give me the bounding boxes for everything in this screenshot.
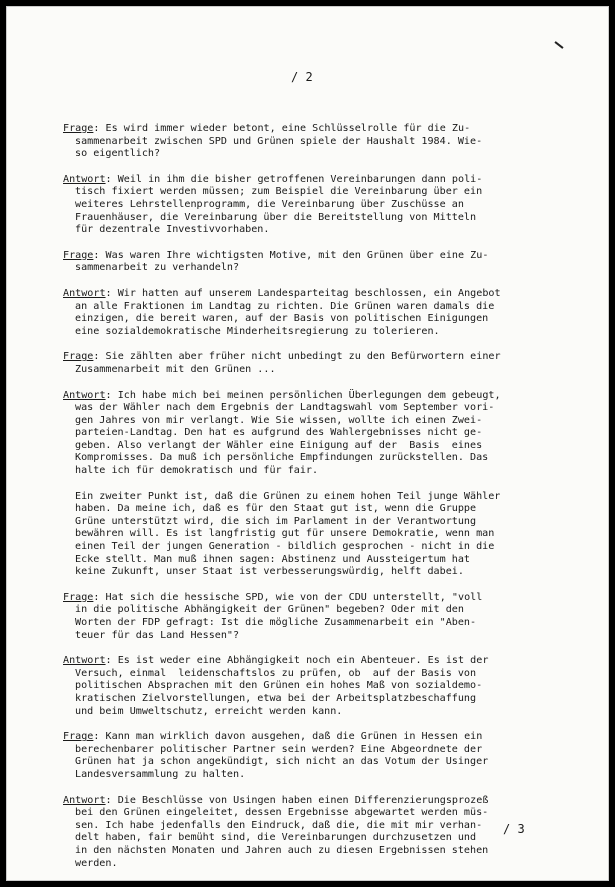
speaker-label: Antwort bbox=[63, 287, 106, 299]
text-line: Frauenhäuser, die Vereinbarung über die Bereitstellung von Mitteln bbox=[75, 211, 477, 223]
entry-text: : Es wird immer wieder betont, eine Schlüsselrolle für die Zu- bbox=[93, 123, 471, 134]
text-line: für dezentrale Investivvorhaben. bbox=[75, 224, 270, 236]
speaker-label: Frage bbox=[63, 731, 94, 743]
entry-text: : Wir hatten auf unserem Landesparteitag beschlossen, ein Angebot bbox=[105, 287, 501, 299]
text-line: einen Teil der jungen Generation - bildlich gesprochen - nicht in die bbox=[75, 541, 495, 553]
speaker-label: Frage bbox=[63, 123, 94, 134]
scan-mark bbox=[554, 41, 563, 49]
entry-text: : Hat sich die hessische SPD, wie von der CDU unterstellt, "voll bbox=[93, 591, 483, 603]
text-line: Ein zweiter Punkt ist, daß die Grünen zu einem hohen Teil junge Wähler bbox=[75, 490, 501, 502]
entry-first-line bbox=[63, 655, 565, 668]
text-line: kratischen Zielvorstellungen, etwa bei der Arbeitsplatzbeschaffung bbox=[75, 692, 477, 704]
text-line: gen Jahres von mir verlangt. Wie Sie wissen, wollte ich einen Zwei- bbox=[75, 414, 483, 426]
text-line: und beim Umweltschutz, erreicht werden kann. bbox=[75, 705, 343, 717]
answer-block bbox=[63, 174, 565, 237]
text-line: Grüne unterstützt wird, die sich im Parlament in der Verantwortung bbox=[75, 515, 477, 527]
entry-first-line bbox=[63, 174, 565, 187]
text-line: so eigentlich? bbox=[75, 148, 161, 160]
entry-text: : Die Beschlüsse von Usingen haben einen Differenzierungsprozeß bbox=[105, 794, 489, 806]
speaker-label: Antwort bbox=[63, 173, 106, 185]
answer-block bbox=[63, 795, 565, 871]
text-line: teuer für das Land Hessen"? bbox=[75, 629, 240, 641]
text-line: halte ich für demokratisch und für fair. bbox=[75, 465, 319, 477]
interview-qa-list bbox=[63, 110, 565, 870]
question-block bbox=[63, 731, 565, 781]
answer-block bbox=[63, 655, 565, 718]
speaker-label: Antwort bbox=[63, 794, 106, 806]
text-line: Landesversammlung zu halten. bbox=[75, 768, 246, 780]
text-line: was der Wähler nach dem Ergebnis der Landtagswahl vom September vori- bbox=[75, 402, 495, 414]
speaker-label: Frage bbox=[63, 249, 94, 261]
text-line: an alle Fraktionen im Landtag zu richten. Die Grünen waren damals die bbox=[75, 300, 495, 312]
page-number: / 2 bbox=[291, 70, 313, 84]
text-line: bei den Grünen eingeleitet, dessen Ergebnisse abgewartet werden müs- bbox=[75, 807, 489, 819]
text-line: Versuch, einmal leidenschaftslos zu prüfen, ob auf der Basis von bbox=[75, 667, 477, 679]
text-line: eine sozialdemokratische Minderheitsregierung zu tolerieren. bbox=[75, 325, 440, 337]
entry-first-line bbox=[63, 592, 565, 605]
text-line: parteien-Landtag. Den hat es aufgrund des Wahlergebnisses nicht ge- bbox=[75, 427, 483, 439]
text-line: sen. Ich habe jedenfalls den Eindruck, daß die, die mit mir verhan- bbox=[75, 819, 483, 831]
text-line: delt haben, fair bemüht sind, die Vereinbarungen durchzusetzen und bbox=[75, 832, 477, 844]
entry-first-line bbox=[63, 250, 565, 263]
question-block bbox=[63, 592, 565, 642]
text-line: in den nächsten Monaten und Jahren auch zu diesen Ergebnissen stehen bbox=[75, 844, 489, 856]
entry-text: : Es ist weder eine Abhängigkeit noch ein Abenteuer. Es ist der bbox=[105, 655, 489, 667]
text-line: Grünen hat ja schon angekündigt, sich nicht an das Votum der Usinger bbox=[75, 756, 489, 768]
text-line: sammenarbeit zu verhandeln? bbox=[75, 262, 240, 274]
text-line: Worten der FDP gefragt: Ist die mögliche Zusammenarbeit ein "Aben- bbox=[75, 617, 477, 628]
text-line: in die politische Abhängigkeit der Grünen" begeben? Oder mit den bbox=[75, 604, 464, 616]
entry-first-line bbox=[63, 123, 565, 136]
entry-first-line bbox=[63, 731, 565, 744]
speaker-label: Frage bbox=[63, 591, 94, 603]
entry-first-line bbox=[63, 390, 565, 403]
entry-first-line bbox=[63, 288, 565, 301]
speaker-label: Antwort bbox=[63, 389, 106, 401]
entry-first-line bbox=[63, 795, 565, 808]
question-block bbox=[63, 351, 565, 376]
entry-first-line bbox=[63, 351, 565, 364]
text-line: Zusammenarbeit mit den Grünen ... bbox=[75, 363, 276, 375]
text-line: Kompromisses. Da muß ich persönliche Empfindungen zurückstellen. Das bbox=[75, 452, 489, 464]
entry-text: : Ich habe mich bei meinen persönlichen Überlegungen dem gebeugt, bbox=[105, 389, 501, 401]
answer-block bbox=[63, 288, 565, 338]
text-line: einzigen, die bereit waren, auf der Basis von politischen Einigungen bbox=[75, 313, 489, 325]
text-line: berechenbarer politischer Partner sein werden? Eine Abgeordnete der bbox=[75, 743, 483, 755]
text-line: keine Zukunft, unser Staat ist verbesserungswürdig, helft dabei. bbox=[75, 566, 464, 578]
entry-text: : Sie zählten aber früher nicht unbedingt zu den Befürwortern einer bbox=[93, 351, 501, 363]
entry-text: : Weil in ihm die bisher getroffenen Vereinbarungen dann poli- bbox=[105, 173, 483, 185]
text-line: politischen Absprachen mit den Grünen ein hohes Maß von sozialdemo- bbox=[75, 680, 483, 692]
text-line: weiteres Lehrstellenprogramm, die Vereinbarung über Zuschüsse an bbox=[75, 198, 464, 210]
question-block bbox=[63, 250, 565, 275]
next-page-marker: / 3 bbox=[503, 822, 525, 836]
speaker-label: Antwort bbox=[63, 655, 106, 667]
entry-text: : Kann man wirklich davon ausgehen, daß die Grünen in Hessen ein bbox=[93, 731, 483, 743]
question-block bbox=[63, 123, 565, 161]
answer-paragraph bbox=[63, 491, 565, 579]
speaker-label: Frage bbox=[63, 351, 94, 363]
text-line: haben. Da meine ich, daß es für den Staat gut ist, wenn die Gruppe bbox=[75, 503, 477, 515]
entry-text: : Was waren Ihre wichtigsten Motive, mit den Grünen über eine Zu- bbox=[93, 249, 489, 261]
text-line: geben. Also verlangt der Wähler eine Einigung auf der Basis eines bbox=[75, 439, 483, 451]
text-line: werden. bbox=[75, 857, 118, 869]
document-page bbox=[6, 6, 609, 881]
text-line: bewähren will. Es ist langfristig gut für unsere Demokratie, wenn man bbox=[75, 528, 495, 540]
text-line: sammenarbeit zwischen SPD und Grünen spiele der Haushalt 1984. Wie- bbox=[75, 135, 483, 147]
text-line: tisch fixiert werden müssen; zum Beispiel die Vereinbarung über ein bbox=[75, 186, 483, 198]
answer-block bbox=[63, 390, 565, 579]
text-line: Ecke stellt. Man muß ihnen sagen: Abstinenz und Aussteigertum hat bbox=[75, 553, 471, 565]
